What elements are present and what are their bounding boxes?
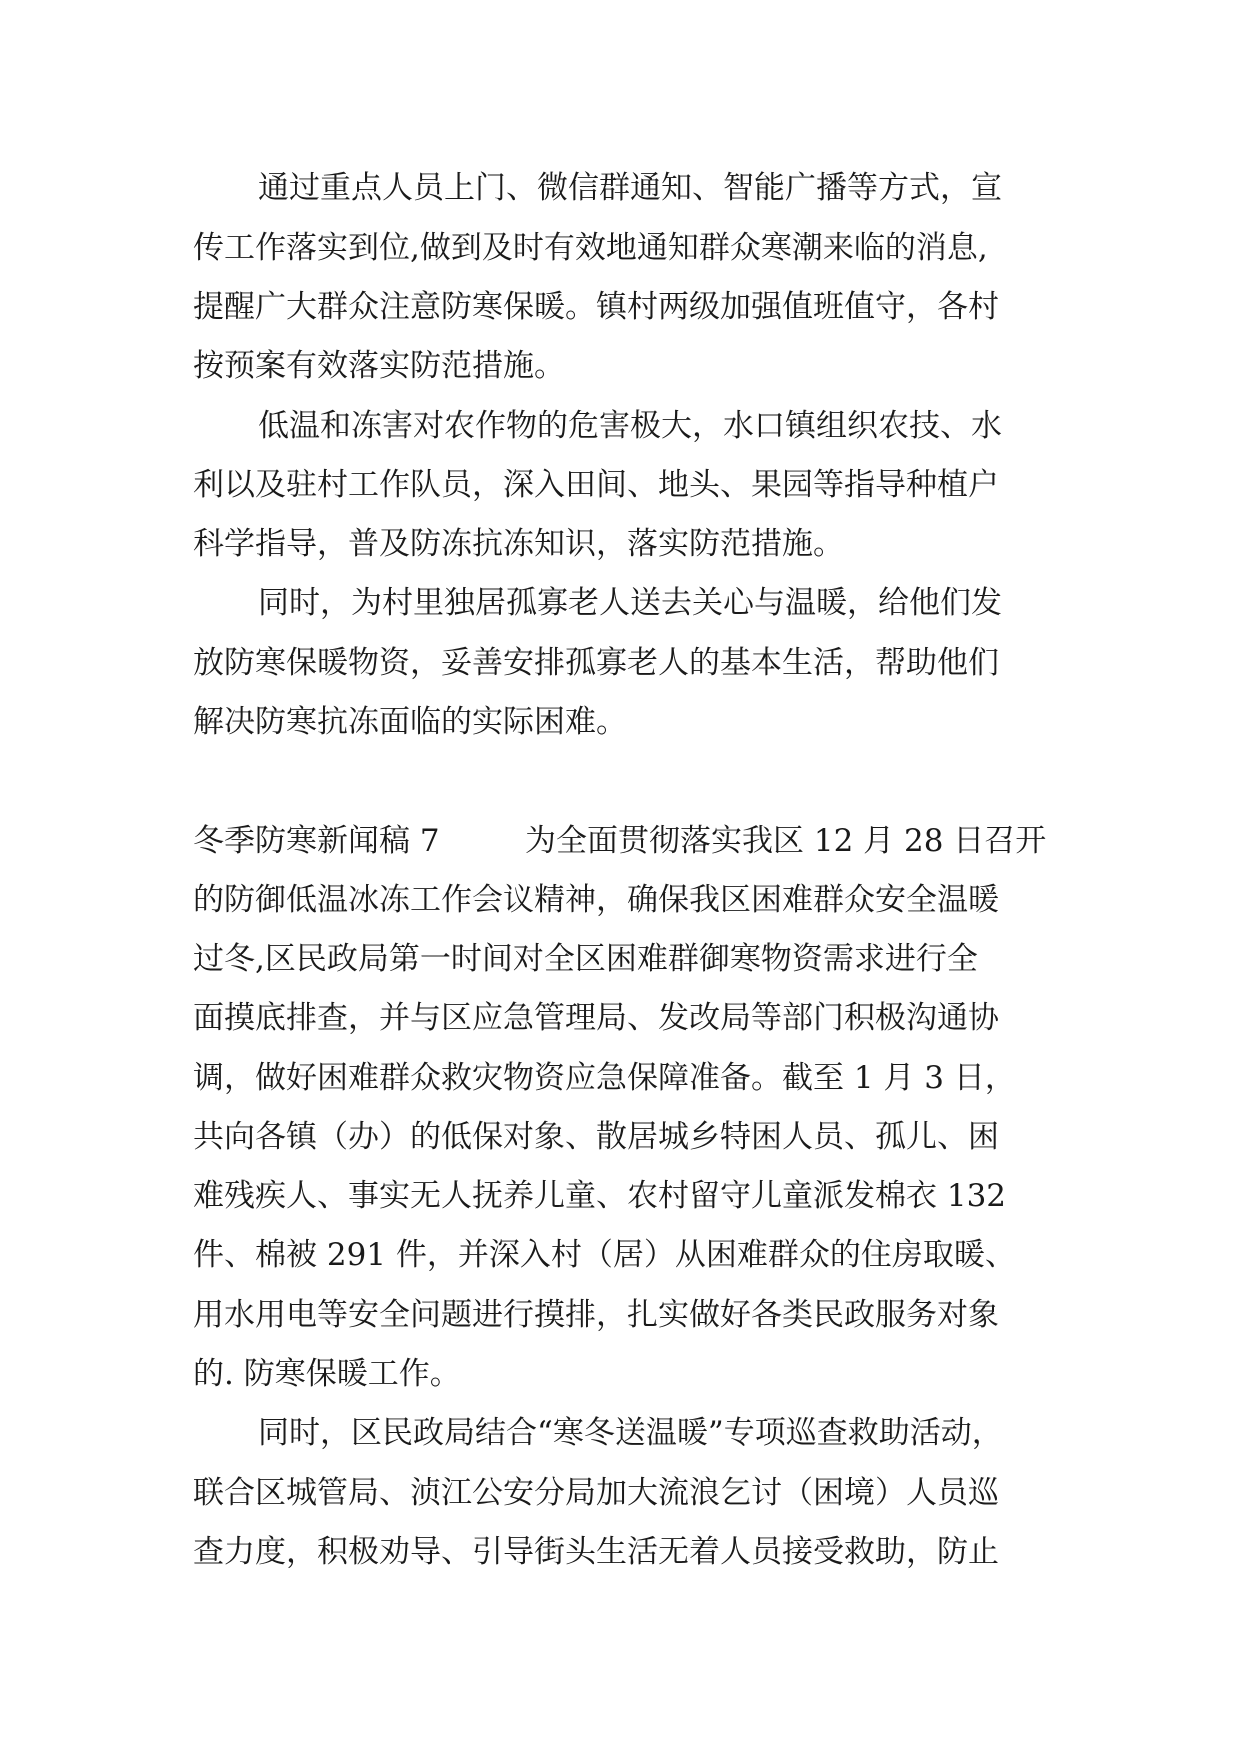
paragraph-4-line-3: 过冬,区民政局第一时间对全区困难群御寒物资需求进行全 [193,941,978,977]
paragraph-3-line-2: 放防寒保暖物资，妥善安排孤寡老人的基本生活，帮助他们 [193,645,999,681]
paragraph-4-line-7: 难残疾人、事实无人抚养儿童、农村留守儿童派发棉衣 132 [193,1178,1007,1214]
paragraph-2-line-3: 科学指导，普及防冻抗冻知识，落实防范措施。 [193,526,844,562]
paragraph-5-line-1: 同时，区民政局结合“寒冬送温暖”专项巡查救助活动， [258,1415,1003,1451]
section-first-line-text: 为全面贯彻落实我区 12 月 28 日召开 [525,823,1047,859]
paragraph-5-line-3: 查力度，积极劝导、引导街头生活无着人员接受救助，防止 [193,1534,999,1570]
paragraph-1-line-4: 按预案有效落实防范措施。 [193,348,565,384]
paragraph-4-line-10: 的. 防寒保暖工作。 [193,1356,461,1392]
paragraph-4-line-9: 用水用电等安全问题进行摸排，扎实做好各类民政服务对象 [193,1297,999,1333]
paragraph-4-line-4: 面摸底排查，并与区应急管理局、发改局等部门积极沟通协 [193,1000,999,1036]
paragraph-3-line-1: 同时，为村里独居孤寡老人送去关心与温暖，给他们发 [258,585,1002,621]
section-first-line [193,821,1046,861]
paragraph-1-line-3: 提醒广大群众注意防寒保暖。镇村两级加强值班值守，各村 [193,289,999,325]
paragraph-4-line-5: 调，做好困难群众救灾物资应急保障准备。截至 1 月 3 日， [193,1060,1016,1096]
paragraph-1-line-2: 传工作落实到位,做到及时有效地通知群众寒潮来临的消息, [193,230,988,266]
paragraph-3-line-3: 解决防寒抗冻面临的实际困难。 [193,704,627,740]
section-heading: 冬季防寒新闻稿 7 [193,823,440,859]
paragraph-4-line-8: 件、棉被 291 件，并深入村（居）从困难群众的住房取暖、 [193,1237,1016,1273]
paragraph-2-line-2: 利以及驻村工作队员，深入田间、地头、果园等指导种植户 [193,467,999,503]
paragraph-2-line-1: 低温和冻害对农作物的危害极大，水口镇组织农技、水 [258,408,1002,444]
paragraph-1-line-1: 通过重点人员上门、微信群通知、智能广播等方式，宣 [258,170,1002,206]
paragraph-4-line-2: 的防御低温冰冻工作会议精神，确保我区困难群众安全温暖 [193,882,999,918]
paragraph-5-line-2: 联合区城管局、浈江公安分局加大流浪乞讨（困境）人员巡 [193,1475,999,1511]
paragraph-4-line-6: 共向各镇（办）的低保对象、散居城乡特困人员、孤儿、困 [193,1119,999,1155]
